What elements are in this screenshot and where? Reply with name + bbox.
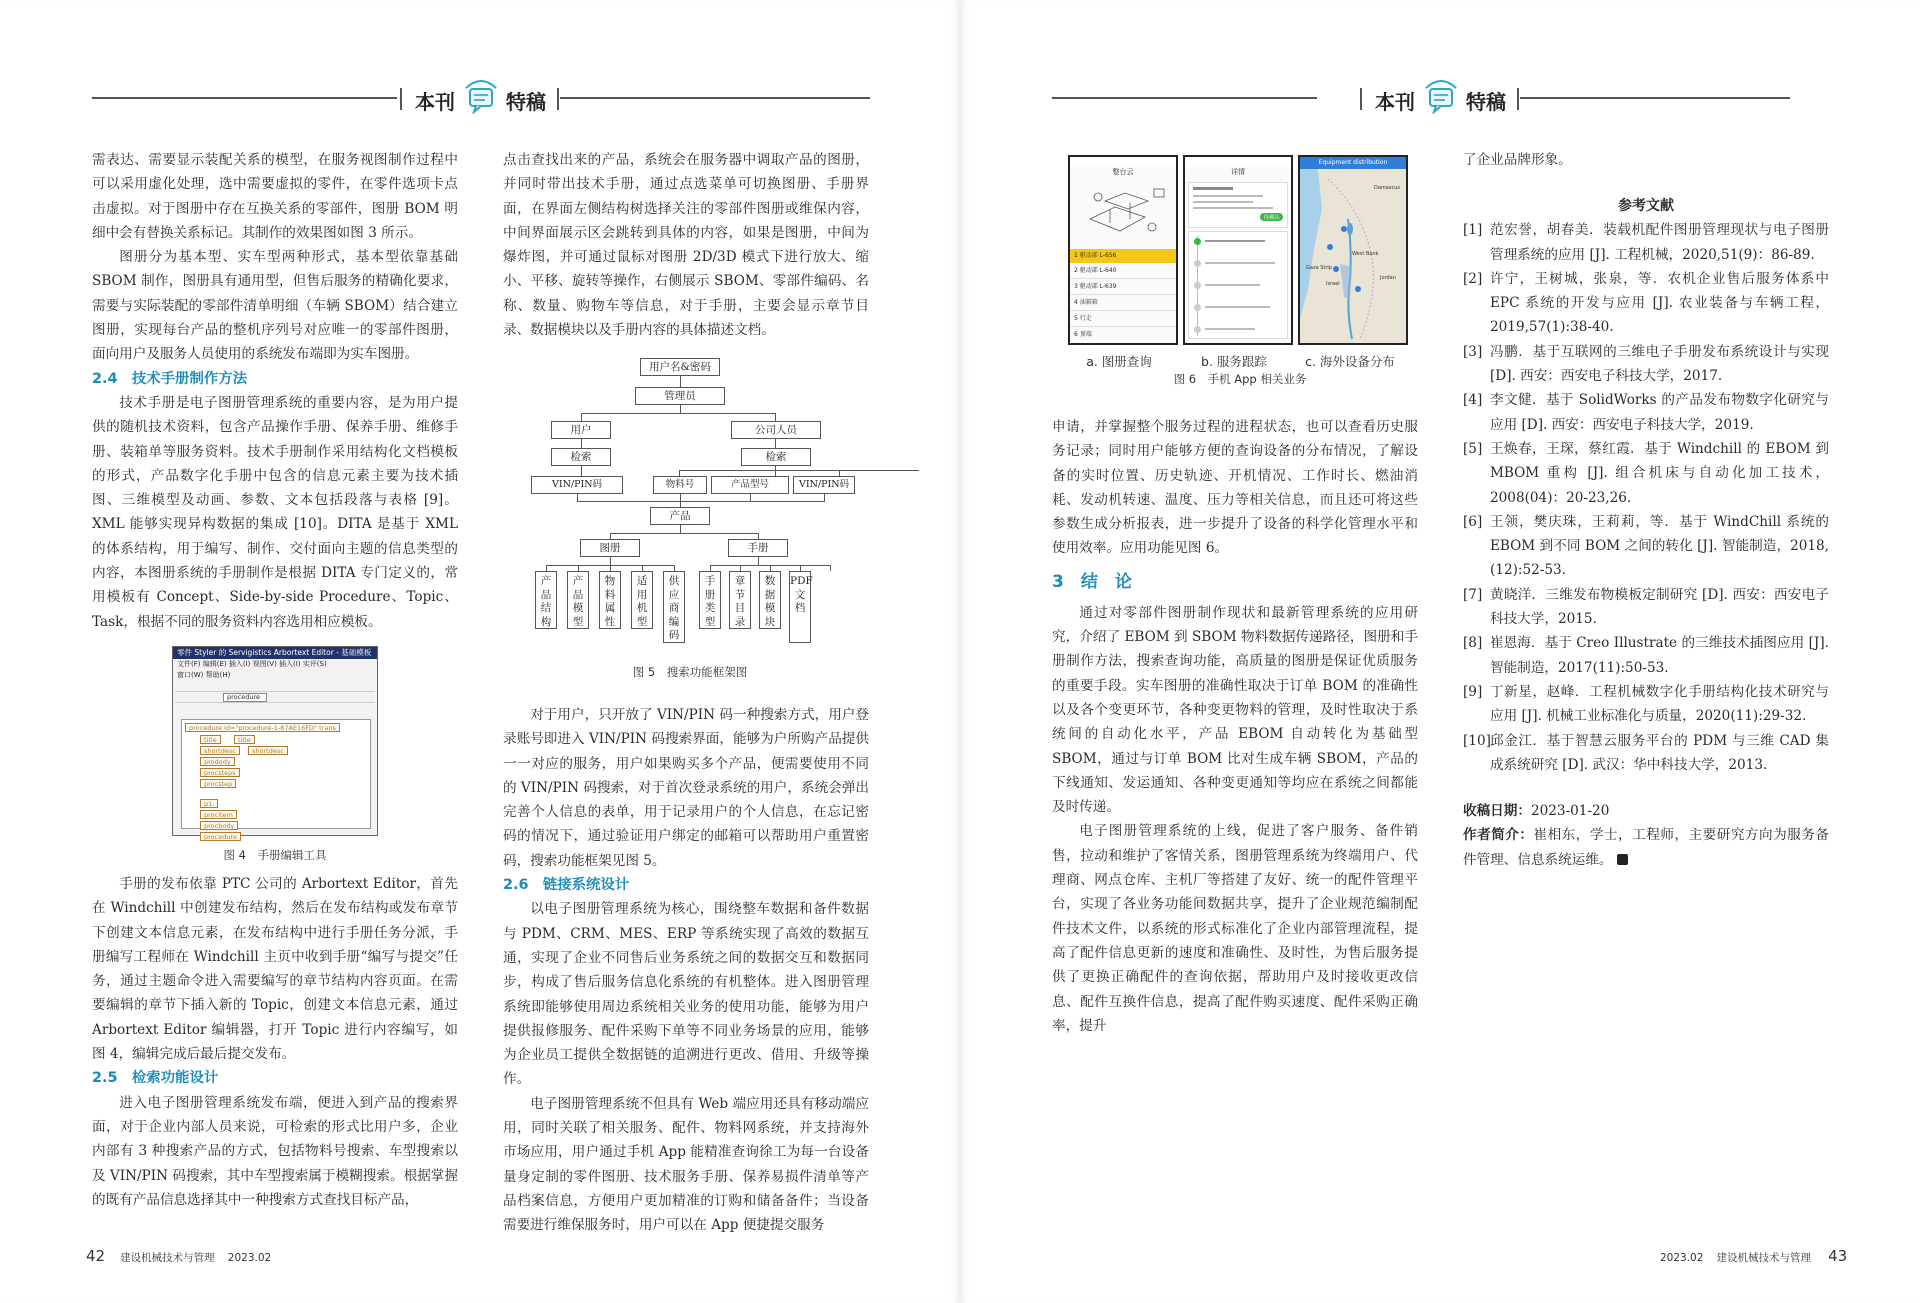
editor-toolbar — [175, 681, 375, 692]
figure-4-editor-window — [172, 646, 378, 841]
header-tag-right: 特稿 — [506, 90, 546, 114]
xml-tag: procstep — [200, 779, 236, 788]
node-vin-user: VIN/PIN码 — [531, 476, 623, 494]
journal-issue: 2023.02 — [1660, 1252, 1704, 1264]
figure-6-subcaption-a: a. 图册查询 — [1086, 354, 1152, 369]
reference-item: [9] 丁新星，赵峰．工程机械数字化手册结构化技术研究与应用 [J]. 机械工业标准化与质量，2020(11):29-32. — [1463, 683, 1829, 725]
xml-tag: procedure id="procedure-1-87AE16FD" trans — [185, 723, 340, 732]
right-column-2 — [1463, 148, 1829, 872]
page-header — [0, 78, 960, 118]
exploded-view-image — [1070, 179, 1176, 239]
figure-5-caption: 图 5 搜索功能框架图 — [632, 665, 748, 679]
paragraph: 技术手册是电子图册管理系统的重要内容，是为用户提供的随机技术资料，包含产品操作手册、保养手册、维修手册、装箱单等服务资料。技术手册制作采用结构化文档模板的形式，产品数字化手册中包含的信息元素主要为技术插图、三维模型及动画、参数、文本包括段落与表格 [9]。XML 能够实现异构数据的集成 [10]。DITA 是基于 XML 的体系结构，用于编写、制作、交付面向主题的信息类型的内容，本图册系统的手册制作是根据 DITA 专门定义的，常用模板有 Concept、Side-by-side Procedure、Topic、Task，根据不同的服务资料内容选用相应模板。 — [92, 394, 458, 630]
phone-a-item: 4 油箱箱 — [1070, 295, 1176, 311]
phone-a-item: 2 驱动部 L-640 — [1070, 263, 1176, 279]
reference-item: [10] 邱金江．基于智慧云服务平台的 PDM 与三维 CAD 集成系统研究 [D]. 武汉：华中科技大学，2013. — [1463, 732, 1829, 773]
xml-tag: title — [234, 735, 255, 744]
node-leaf: 适用机型 — [631, 571, 653, 629]
xml-tag: p1. — [200, 799, 218, 808]
node-model: 产品型号 — [711, 476, 789, 494]
reference-item: [5] 王焕春，王琛，蔡红霞．基于 Windchill 的 EBOM 到 MBOM 重构 [J]. 组合机床与自动化加工技术，2008(04)：20-23,26. — [1463, 440, 1829, 506]
map-image — [1300, 169, 1406, 343]
phone-screenshot-b — [1183, 155, 1293, 345]
paragraph: 手册的发布依靠 PTC 公司的 Arbortext Editor，首先在 Windchill 中创建发布结构，然后在发布结构或发布章节下创建文本信息元素，在发布结构中进行手册任务分派，手册编写工程师在 Windchill 主页中收到手册“编写与提交”任务，通过主题命令进入需要编写的章节结构内容页面。在需要编辑的章节下插入新的 Topic，创建文本信息元素，通过 Arbortext Editor 编辑器，打开 Topic 进行内容编写，如图 4，编辑完成后最后提交发布。 — [92, 876, 458, 1063]
paragraph: 电子图册管理系统的上线，促进了客户服务、备件销售，拉动和维护了客情关系，图册管理系统为终端用户、代理商、网点仓库、主机厂等搭建了友好、统一的配件管理平台，实现了各业务功能间数据共享，提升了企业规范编制配件技术文件，以系统的形式标准化了企业内部管理流程，提高了配件信息更新的速度和准确性、及时性，为售后服务提供了更换正确配件的查询依据，帮助用户及时接收更改信息、配件互换件信息，提高了配件购买速度、配件采购正确率，提升 — [1052, 823, 1418, 1034]
phone-b-title: 详情 — [1231, 168, 1245, 176]
journal-issue: 2023.02 — [227, 1252, 272, 1264]
node-manual: 手册 — [728, 539, 788, 557]
node-leaf: 章节目录 — [729, 571, 751, 629]
author-bio: 作者简介：崔相东，学士，工程师，主要研究方向为服务备件管理、信息系统运维。 — [1463, 827, 1830, 868]
reference-item: [7] 黄晓洋．三维发布物模板定制研究 [D]. 西安：西安电子科技大学，2015. — [1463, 586, 1829, 628]
map-label: Israel — [1326, 281, 1340, 287]
received-date: 收稿日期：2023-01-20 — [1463, 803, 1610, 820]
journal-name: 建设机械技术与管理 — [1716, 1252, 1812, 1264]
xml-tag: procitem — [200, 810, 237, 819]
reference-item: [3] 冯鹏．基于互联网的三维电子手册发布系统设计与实现 [D]. 西安：西安电子科技大学，2017. — [1463, 343, 1829, 385]
editor-menu-bar: 文件(F) 编辑(E) 插入(I) 视图(V) 插入(I) 实评(S) — [177, 660, 327, 668]
page-number: 42 — [86, 1247, 106, 1265]
right-column-1 — [1052, 415, 1418, 1038]
speech-bubble-icon — [1422, 76, 1460, 114]
node-search-user: 检索 — [551, 448, 611, 466]
xml-tag: title — [200, 735, 221, 744]
node-leaf: 供应商编码 — [663, 571, 685, 643]
paragraph: 通过对零部件图册制作现状和最新管理系统的应用研究，介绍了 EBOM 到 SBOM 物料数据传递路径，图册和手册制作方法，搜索查询功能，高质量的图册是保证优质服务的重要手段。实车图册的准确性取决于订单 BOM 的准确性以及各个变更环节，各种变更物料的管理，及时性取决于系统间的自动化水平，产品 EBOM 自动转化为基础型 SBOM，通过与订单 BOM 比对生成车辆 SBOM，产品的下线通知、发运通知、各种变更通知等均应在系统之间都能及时传递。 — [1052, 604, 1418, 816]
style-combo: procedure — [223, 693, 267, 702]
figure-5-diagram — [525, 358, 855, 658]
page-footer — [86, 1246, 271, 1265]
connector — [679, 470, 919, 471]
paragraph: 进入电子图册管理系统发布端，便进入到产品的搜索界面，对于企业内部人员来说，可检索的形式比用户多，企业内部有 3 种搜索产品的方式，包括物料号搜索、车型搜索以及 VIN/PIN 码搜索，其中车型搜索属于模糊搜索。根据掌握的既有产品信息选择其中一种搜索方式查找目标产品， — [92, 1094, 458, 1208]
xml-tag: shortdesc — [200, 746, 240, 755]
reference-item: [4] 李文健．基于 SolidWorks 的产品发布物数字化研究与应用 [D]. 西安：西安电子科技大学，2019. — [1463, 392, 1829, 433]
node-leaf: PDF文档 — [789, 571, 811, 643]
right-page — [960, 0, 1920, 1303]
editor-menu-bar-2: 窗口(W) 帮助(H) — [177, 671, 231, 679]
paragraph: 以电子图册管理系统为核心，围绕整车数据和备件数据与 PDM、CRM、MES、ERP 等系统实现了高效的数据互通，实现了企业不同售后业务系统之间的数据交互和数据同步，构成了售后服务信息化系统的有机整体。进入图册管理系统即能够使用周边系统相关业务的使用功能，能够为用户提供报修服务、配件采购下单等不同业务场景的应用，能够为企业员工提供全数据链的追溯进行更改、借用、升级等操作。 — [503, 901, 869, 1088]
speech-bubble-icon — [462, 76, 500, 114]
figure-4-caption: 图 4 手册编辑工具 — [223, 848, 327, 862]
section-heading-2-6: 2.6 链接系统设计 — [503, 877, 630, 894]
reference-item: [2] 许宁，王树城，张泉，等．农机企业售后服务体系中 EPC 系统的开发与应用 [J]. 农业装备与车辆工程，2019,57(1):38-40. — [1463, 270, 1829, 336]
node-leaf: 手册类型 — [699, 571, 721, 629]
journal-name: 建设机械技术与管理 — [120, 1252, 215, 1264]
left-column-2 — [503, 148, 869, 342]
page-header — [960, 78, 1920, 118]
node-material: 物料号 — [653, 476, 707, 494]
paragraph: 申请，并掌握整个服务过程的进程状态，也可以查看历史服务记录；同时用户能够方便的查询设备的分布情况，了解设备的实时位置、历史轨迹、开机情况、工作时长、燃油消耗、发动机转速、温度、压力等相关信息，而且还可将这些参数生成分析报表，进一步提升了设备的科学化管理水平和使用效率。应用功能见图 6。 — [1052, 419, 1418, 557]
map-label: Damascus — [1374, 185, 1400, 191]
node-leaf: 产品结构 — [535, 571, 557, 629]
node-staff: 公司人员 — [731, 421, 821, 439]
header-tag-left: 本刊 — [415, 90, 455, 114]
xml-tag: shortdesc — [248, 746, 288, 755]
header-tag-left: 本刊 — [1375, 90, 1415, 114]
reference-item: [1] 范宏誉，胡春美．装载机配件图册管理现状与电子图册管理系统的应用 [J]. 工程机械，2020,51(9)：86-89. — [1463, 222, 1829, 263]
editor-toolbar-2 — [175, 692, 375, 703]
phone-a-title: 整台云 — [1112, 168, 1134, 176]
references-list — [1463, 218, 1829, 777]
phone-c-title: Equipment distribution — [1300, 157, 1406, 169]
map-label: Gaza Strip — [1306, 265, 1332, 271]
phone-a-item: 1 驱动部 L-656 — [1070, 249, 1176, 263]
map-label: West Bank — [1352, 251, 1379, 257]
editor-title-bar: 零件 Styler 的 Servigistics Arbortext Editor - 基础模板 — [173, 647, 377, 659]
map-label: Jordan — [1380, 275, 1396, 281]
header-tag-right: 特稿 — [1466, 90, 1506, 114]
xml-tag: prodody — [200, 757, 235, 766]
node-search-staff: 检索 — [741, 448, 811, 466]
references-title: 参考文献 — [1618, 198, 1674, 215]
paragraph: 点击查找出来的产品，系统会在服务器中调取产品的图册，并同时带出技术手册，通过点选菜单可切换图册、手册界面，在界面左侧结构树选择关注的零部件图册或维保内容，中间界面展示区会跳转到具体的内容，如果是图册，中间为爆炸图，并可通过鼠标对图册 2D/3D 模式下进行放大、缩小、平移、旋转等操作，右侧展示 SBOM、零部件编码、名称、数量、购物车等信息，对于手册，主要会显示章节目录、数据模块以及手册内容的具体描述文档。 — [503, 152, 869, 339]
section-heading-3: 3 结 论 — [1052, 571, 1132, 592]
paragraph: 图册分为基本型、实车型两种形式，基本型依靠基础 SBOM 制作，图册具有通用型，但售后服务的精确化要求，需要与实际装配的零部件清单明细（车辆 SBOM）结合建立图册，实现每台产品的整机序列号对应唯一的零部件图册，面向用户及服务人员使用的系统发布端即为实车图册。 — [92, 249, 458, 363]
left-column-2-lower — [503, 703, 869, 1238]
paragraph: 电子图册管理系统不但具有 Web 端应用还具有移动端应用，同时关联了相关服务、配件、物料网系统，并支持海外市场应用，用户通过手机 App 能精准查询徐工为每一台设备量身定制的零件图册、技术服务手册、保养易损件清单等产品档案信息，方便用户更加精准的订购和储备备件；当设备需要进行维保服务时，用户可以在 App 便捷提交服务 — [503, 1095, 869, 1234]
phone-a-item: 6 顶端 — [1074, 331, 1092, 338]
node-admin: 管理员 — [635, 387, 725, 405]
xml-tag: procsteps — [200, 768, 240, 777]
status-badge: 待确认 — [1260, 213, 1283, 221]
left-column-1-lower — [92, 872, 458, 1212]
phone-a-item: 5 行走 — [1070, 311, 1176, 327]
end-mark-icon — [1617, 854, 1628, 865]
figure-6-subcaption-b: b. 服务跟踪 — [1201, 354, 1267, 369]
phone-a-item: 3 驱动部 L-639 — [1070, 279, 1176, 295]
editor-pane — [181, 719, 371, 841]
node-leaf: 产品模型 — [567, 571, 589, 629]
left-column-1 — [92, 148, 458, 634]
figure-6-caption: 图 6 手机 App 相关业务 — [1173, 372, 1307, 386]
node-login: 用户名&密码 — [640, 358, 720, 376]
xml-tag: procbody — [200, 821, 238, 830]
node-vin-staff: VIN/PIN码 — [793, 476, 855, 494]
page-number: 43 — [1828, 1247, 1848, 1265]
node-leaf: 物料属性 — [599, 571, 621, 629]
page-footer — [1660, 1246, 1847, 1265]
phone-screenshot-c — [1298, 155, 1408, 345]
paragraph: 了企业品牌形象。 — [1463, 152, 1572, 168]
node-user: 用户 — [551, 421, 611, 439]
reference-item: [8] 崔恩海．基于 Creo Illustrate 的三维技术插图应用 [J]. 智能制造，2017(11):50-53. — [1463, 635, 1829, 676]
node-leaf: 数据模块 — [759, 571, 781, 629]
xml-tag: procedure — [200, 832, 241, 841]
paragraph: 对于用户，只开放了 VIN/PIN 码一种搜索方式，用户登录账号即进入 VIN/PIN 码搜索界面，能够为户所购产品提供一一对应的服务，用户如果购买多个产品，便需要使用不同的 VIN/PIN 码搜索，对于首次登录系统的用户，系统会弹出完善个人信息的表单，用于记录用户的个人信息，在忘记密码的情况下，通过验证用户绑定的邮箱可以帮助用户重置密码，搜索功能框架见图 5。 — [503, 707, 869, 869]
section-heading-2-4: 2.4 技术手册制作方法 — [92, 370, 248, 387]
figure-6-subcaption-c: c. 海外设备分布 — [1305, 354, 1395, 369]
section-heading-2-5: 2.5 检索功能设计 — [92, 1070, 219, 1087]
phone-screenshot-a — [1068, 155, 1178, 345]
paragraph: 需表达、需要显示装配关系的模型，在服务视图制作过程中可以采用虚化处理，选中需要虚拟的零件，在零件选项卡点击虚拟。对于图册中存在互换关系的零部件，图册 BOM 明细中会有替换关系标记。其制作的效果图如图 3 所示。 — [92, 152, 458, 241]
node-product: 产品 — [650, 507, 710, 525]
node-atlas: 图册 — [580, 539, 640, 557]
reference-item: [6] 王领，樊庆珠，王莉莉，等．基于 WindChill 系统的 EBOM 到不同 BOM 之间的转化 [J]. 智能制造，2018,(12):52-53. — [1463, 513, 1829, 579]
